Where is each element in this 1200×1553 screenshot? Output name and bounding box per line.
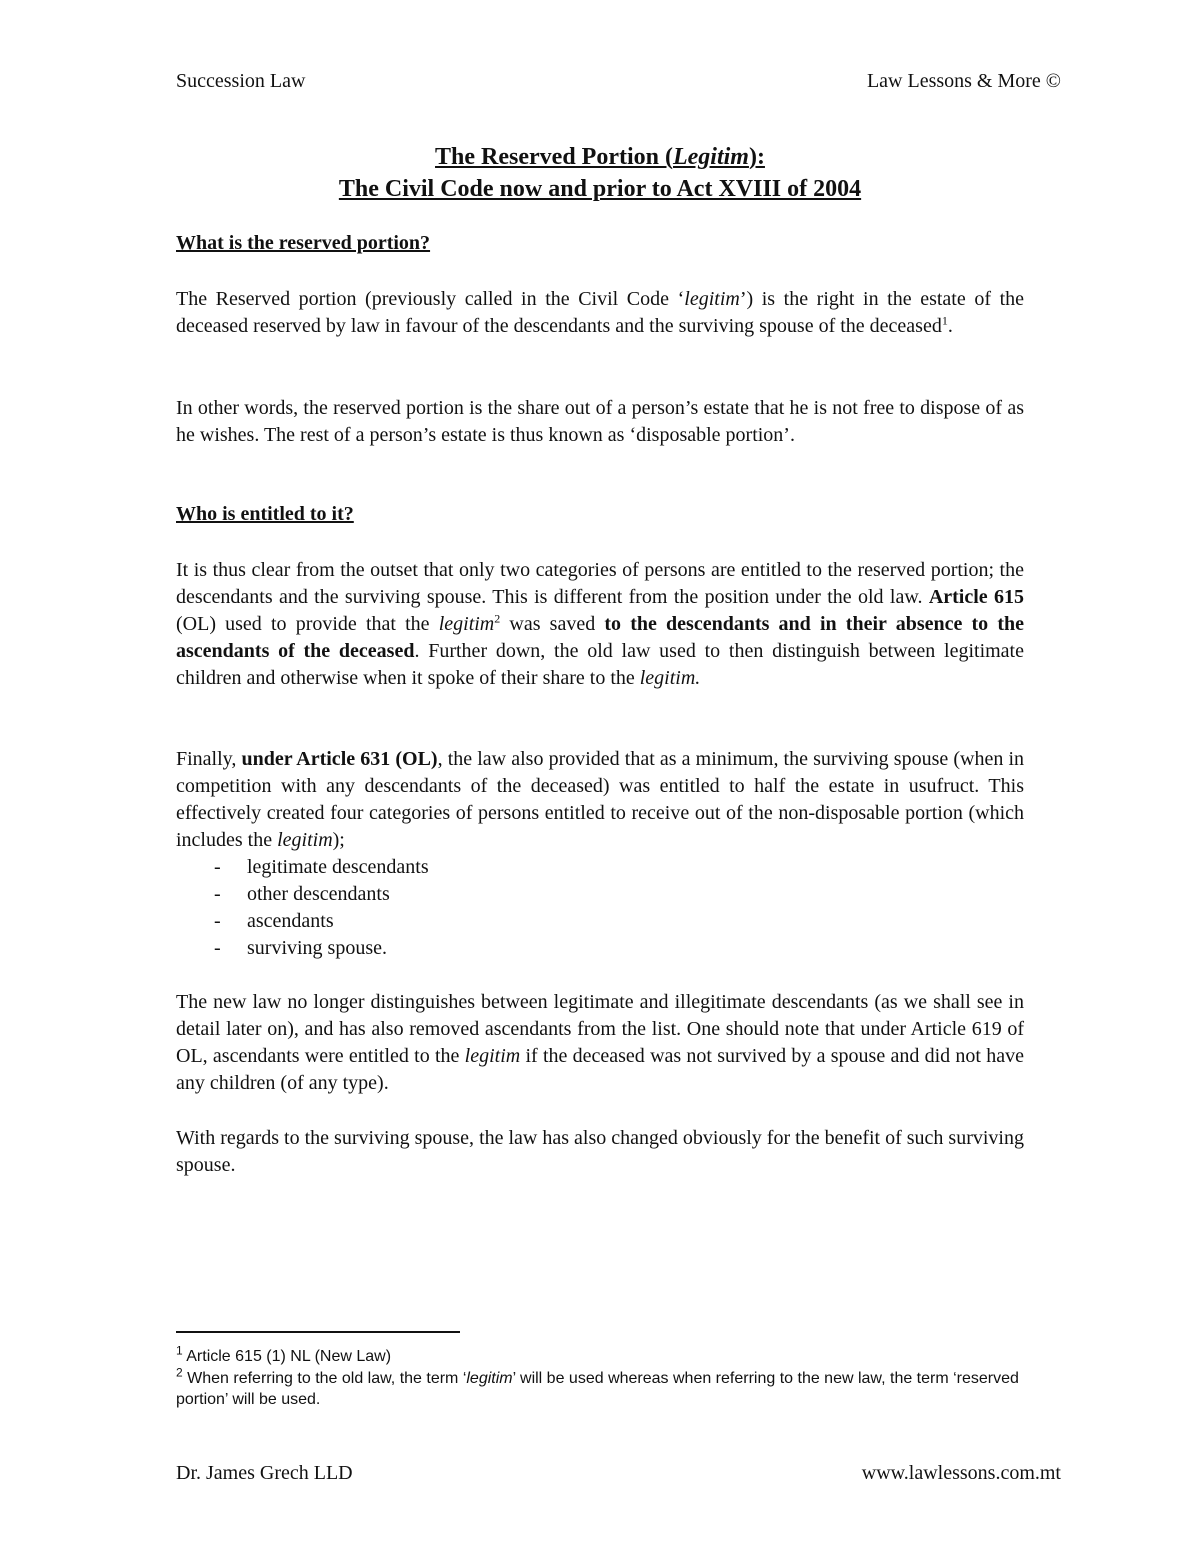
list-item-text: legitimate descendants bbox=[247, 856, 429, 878]
list-item-text: other descendants bbox=[247, 883, 390, 905]
bullet-dash: - bbox=[214, 883, 221, 905]
italic-run: legitim bbox=[466, 1370, 513, 1387]
text-run: . bbox=[947, 315, 953, 337]
header-right: Law Lessons & More © bbox=[866, 70, 1061, 92]
text-run: It is thus clear from the outset that only two categories of persons are entitled to the reserved portion; the descendants and the surviving spouse. This is different from the position under the old law. bbox=[176, 559, 1024, 608]
text-run: The Reserved portion (previously called in the Civil Code ‘ bbox=[176, 288, 685, 310]
footnote-number: 1 bbox=[176, 1343, 183, 1358]
text-run: , the law also provided that as a minimum, the surviving spouse (when in competition with any descendants of the deceased) was entitled to half the estate in usufruct. This effectively created four categories of persons entitled to receive out of the non-disposable portion (which includes the bbox=[176, 748, 1024, 851]
list-item bbox=[176, 881, 1024, 908]
paragraph-surviving-spouse: With regards to the surviving spouse, the law has also changed obviously for the benefit of such surviving spouse. bbox=[176, 1127, 1024, 1176]
paragraph-definition bbox=[176, 286, 1024, 340]
bullet-dash: - bbox=[214, 910, 221, 932]
italic-run: legitim bbox=[277, 829, 333, 851]
footnote-ref-2[interactable]: 2 bbox=[494, 611, 501, 626]
list-item bbox=[176, 908, 1024, 935]
section-heading-what: What is the reserved portion? bbox=[176, 232, 431, 254]
text-run: if the deceased was not survived by a spouse and did not have any children (of any type). bbox=[176, 1045, 1024, 1094]
footnote-1 bbox=[176, 1343, 1036, 1367]
footnote-text: ’ will be used whereas when referring to the new law, the term ‘reserved portion’ will be used. bbox=[176, 1370, 1019, 1408]
list-item-text: ascendants bbox=[247, 910, 334, 932]
title-italic: Legitim bbox=[672, 144, 749, 170]
footnote-text: Article 615 (1) NL (New Law) bbox=[182, 1348, 392, 1365]
footer-website-link[interactable]: www.lawlessons.com.mt bbox=[861, 1462, 1061, 1484]
header-left: Succession Law bbox=[176, 70, 306, 92]
bold-run: under Article 631 (OL) bbox=[241, 748, 438, 770]
title-text-b: ): bbox=[748, 144, 765, 170]
bullet-dash: - bbox=[214, 937, 221, 959]
bold-run: to the descendants and in their absence to the ascendants of the deceased bbox=[176, 613, 1025, 662]
footnote-divider bbox=[176, 1331, 460, 1333]
footnote-2 bbox=[176, 1365, 1036, 1410]
footnote-ref-1[interactable]: 1 bbox=[941, 313, 948, 328]
text-run: ’) is the right in the estate of the deceased reserved by law in favour of the descendants and the surviving spouse of the deceased bbox=[176, 288, 1024, 337]
footer-author: Dr. James Grech LLD bbox=[176, 1462, 353, 1484]
paragraph-new-law bbox=[176, 989, 1024, 1097]
italic-run: legitim. bbox=[639, 667, 701, 689]
text-run: (OL) used to provide that the bbox=[176, 613, 439, 635]
italic-run: legitim bbox=[684, 288, 740, 310]
text-run: ); bbox=[332, 829, 345, 851]
section-heading-who: Who is entitled to it? bbox=[176, 503, 354, 525]
list-item bbox=[176, 935, 1024, 962]
text-run: . Further down, the old law used to then distinguish between legitimate children and otherwise when it spoke of their share to the bbox=[176, 640, 1024, 689]
document-title-line2: The Civil Code now and prior to Act XVIII of 2004 bbox=[338, 176, 862, 202]
text-run: Finally, bbox=[176, 748, 242, 770]
categories-list bbox=[176, 854, 1024, 962]
paragraph-categories bbox=[176, 557, 1024, 692]
italic-run: legitim bbox=[438, 613, 495, 635]
list-item bbox=[176, 854, 1024, 881]
footnote-text: When referring to the old law, the term ‘ bbox=[182, 1370, 467, 1387]
italic-run: legitim bbox=[464, 1045, 521, 1067]
bold-run: Article 615 bbox=[928, 586, 1024, 608]
bullet-dash: - bbox=[214, 856, 221, 878]
title-text-a: The Reserved Portion ( bbox=[435, 144, 673, 170]
text-run: The new law no longer distinguishes between legitimate and illegitimate descendants (as we shall see in detail later on), and has also removed ascendants from the list. One should note that under Article 619 of OL, ascendants were entitled to the bbox=[176, 991, 1024, 1067]
document-title-line1 bbox=[0, 144, 1200, 171]
footnote-number: 2 bbox=[176, 1365, 183, 1380]
paragraph-finally bbox=[176, 746, 1024, 854]
text-run: was saved bbox=[500, 613, 605, 635]
list-item-text: surviving spouse. bbox=[247, 937, 387, 959]
paragraph-other-words: In other words, the reserved portion is the share out of a person’s estate that he is not free to dispose of as he wishes. The rest of a person’s estate is thus known as ‘disposable portion’. bbox=[176, 397, 1024, 446]
